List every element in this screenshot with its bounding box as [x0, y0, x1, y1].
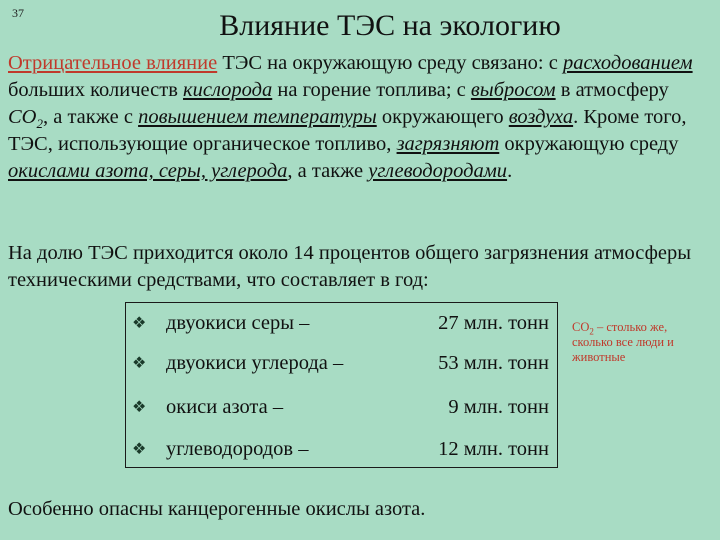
- co2-side-note: [572, 320, 702, 365]
- bullet-icon: ❖: [132, 353, 147, 372]
- intro-paragraph: [8, 50, 714, 185]
- text-segment: . Кроме того, ТЭС, использующие органическое топливо,: [8, 106, 687, 155]
- emission-value: 9 млн. тонн: [448, 396, 549, 418]
- emphasis-consumption: расходованием: [562, 52, 693, 74]
- emission-label: окиси азота –: [166, 396, 284, 418]
- list-item: [132, 309, 549, 337]
- share-paragraph: На долю ТЭС приходится около 14 процентов общего загрязнения атмосферы техническими средствами, что составляет в год:: [8, 242, 691, 291]
- emissions-list: [125, 302, 558, 468]
- side-note-text: – столько же, сколько все люди и животные: [572, 320, 674, 364]
- emphasis-oxygen: кислорода: [183, 79, 273, 101]
- emission-label: двуокиси углерода –: [166, 352, 344, 374]
- lead-phrase: Отрицательное влияние: [8, 52, 218, 74]
- text-segment: ТЭС на окружающую среду связано: с: [217, 52, 563, 74]
- side-note-subscript: 2: [589, 326, 594, 337]
- emphasis-oxides: окислами азота, серы, углерода: [8, 160, 288, 182]
- text-segment: , а также: [287, 160, 369, 182]
- text-segment: на горение топлива; с: [272, 79, 471, 101]
- bullet-icon: ❖: [132, 313, 147, 332]
- list-item: [132, 393, 549, 421]
- slide-title: Влияние ТЭС на экологию: [219, 9, 561, 42]
- emphasis-pollute: загрязняют: [396, 133, 500, 155]
- emphasis-hydrocarbons: углеводородами: [368, 160, 508, 182]
- emphasis-temperature: повышением температуры: [138, 106, 377, 128]
- emphasis-emission: выбросом: [470, 79, 556, 101]
- emission-value: 27 млн. тонн: [438, 312, 549, 334]
- text-segment: .: [507, 160, 513, 182]
- text-segment: окружающую среду: [499, 133, 679, 155]
- footer-note: Особенно опасны канцерогенные окислы азота.: [8, 498, 426, 520]
- emission-label: двуокиси серы –: [166, 312, 310, 334]
- emission-value: 12 млн. тонн: [438, 438, 549, 460]
- text-segment: окружающего: [376, 106, 509, 128]
- emphasis-air: воздуха: [508, 106, 574, 128]
- side-note-formula: CO: [572, 320, 590, 334]
- slide-number: 37: [12, 6, 24, 20]
- bullet-icon: ❖: [132, 397, 147, 416]
- list-item: [132, 349, 549, 377]
- emission-value: 53 млн. тонн: [438, 352, 549, 374]
- bullet-icon: ❖: [132, 439, 147, 458]
- co2-formula: $CO_2$: [8, 106, 43, 132]
- emission-label: углеводородов –: [166, 438, 309, 460]
- text-segment: в атмосферу: [555, 79, 669, 101]
- text-segment: больших количеств: [8, 79, 184, 101]
- list-item: [132, 435, 549, 463]
- text-segment: , а также с: [42, 106, 139, 128]
